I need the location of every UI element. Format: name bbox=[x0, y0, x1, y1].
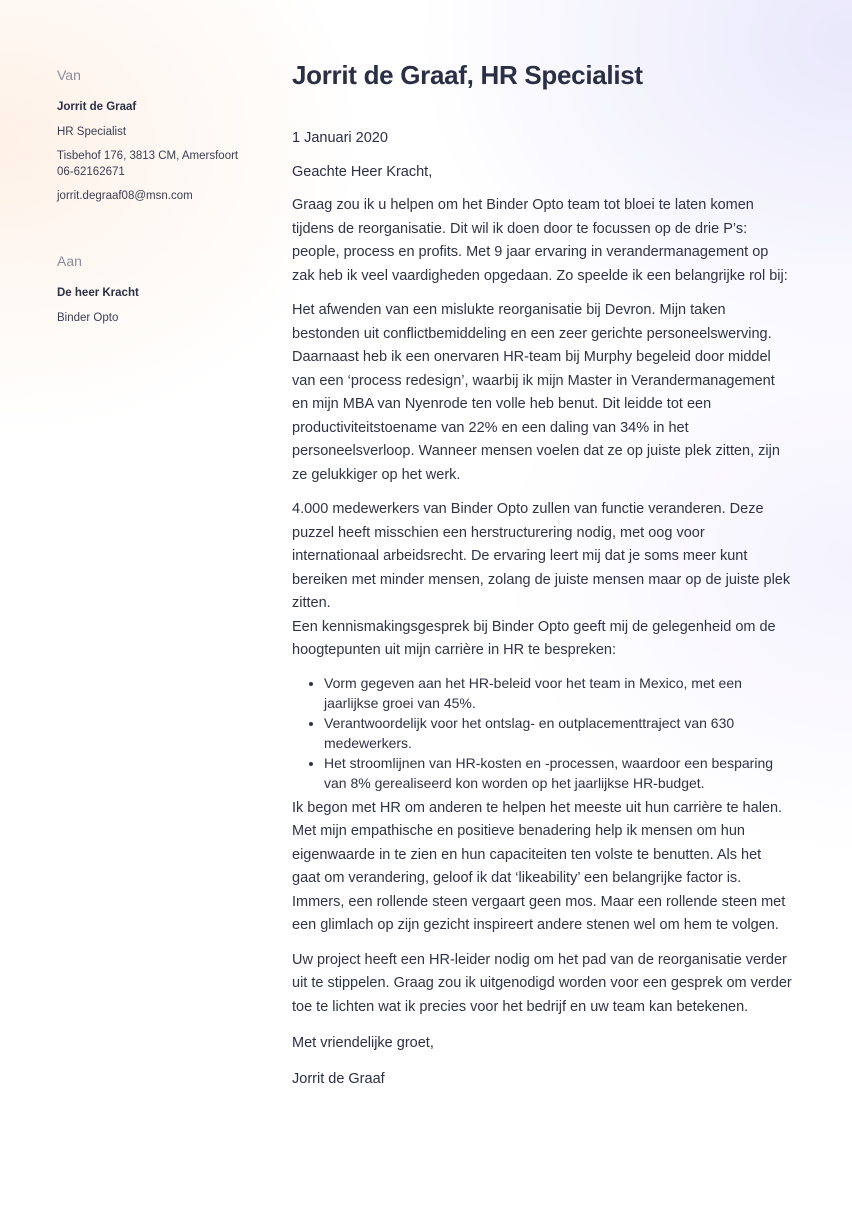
letter-date: 1 Januari 2020 bbox=[292, 130, 388, 146]
list-item: • Het stroomlijnen van HR-kosten en -processen, waardoor een besparing van 8% gerealiseerd kon worden op het jaarlijkse HR-budget. bbox=[324, 753, 792, 793]
paragraph-motivation: Ik begon met HR om anderen te helpen het meeste uit hun carrière te halen. Met mijn empathische en positieve benadering help ik mensen om hun eigenwaarde in te zien en hun capaciteiten ten volste te benutten. Als het gaat om verandering, geloof ik dat ‘likeability’ een belangrijke factor is. Immers, een rollende steen vergaart geen mos. Maar een rollende steen met een glimlach op zijn gezicht inspireert andere stenen wel om hem te volgen. bbox=[292, 799, 786, 933]
letter-salutation: Geachte Heer Kracht, bbox=[292, 164, 433, 180]
sidebar bbox=[57, 66, 257, 326]
recipient-company: Binder Opto bbox=[57, 312, 119, 324]
letter-signature: Jorrit de Graaf bbox=[292, 1071, 385, 1087]
highlights-list bbox=[292, 673, 792, 793]
paragraph-highlights-intro: Een kennismakingsgesprek bij Binder Opto geeft mij de gelegenheid om de hoogtepunten uit mijn carrière in HR te bespreken: bbox=[292, 618, 776, 658]
paragraph-challenge: 4.000 medewerkers van Binder Opto zullen van functie veranderen. Deze puzzel heeft misschien een herstructurering nodig, met oog voor internationaal arbeidsrecht. De ervaring leert mij dat je soms meer kunt bereiken met minder mensen, zolang de juiste mensen maar op de juiste plek zitten. bbox=[292, 501, 791, 611]
letter-title: Jorrit de Graaf, HR Specialist bbox=[292, 60, 643, 90]
recipient-block bbox=[57, 252, 257, 326]
letter-closing: Met vriendelijke groet, bbox=[292, 1035, 434, 1051]
sender-email: jorrit.degraaf08@msn.com bbox=[57, 190, 193, 202]
paragraph-experience: Het afwenden van een mislukte reorganisatie bij Devron. Mijn taken bestonden uit conflictbemiddeling en een zeer gerichte personeelswerving. Daarnaast heb ik een onervaren HR-team bij Murphy begeleid door middel van een ‘process redesign’, waarbij ik mijn Master in Verandermanagement en mijn MBA van Nyenrode ten volle heb benut. Dit leidde tot een productiviteitstoename van 22% en een daling van 34% in het personeelsverloop. Wanneer mensen voelen dat ze op juiste plek zitten, zijn ze gelukkiger op het werk. bbox=[292, 302, 780, 483]
sender-address: Tisbehof 176, 3813 CM, Amersfoort bbox=[57, 150, 239, 162]
sender-block bbox=[57, 66, 257, 204]
sender-job-title: HR Specialist bbox=[57, 126, 127, 138]
recipient-name: De heer Kracht bbox=[57, 287, 139, 299]
list-item: • Verantwoordelijk voor het ontslag- en outplacementtraject van 630 medewerkers. bbox=[324, 713, 792, 753]
sender-name: Jorrit de Graaf bbox=[57, 101, 137, 113]
paragraph-intro: Graag zou ik u helpen om het Binder Opto team tot bloei te laten komen tijdens de reorganisatie. Dit wil ik doen door te focussen op de drie P’s: people, process en profits. Met 9 jaar ervaring in verandermanagement op zak heb ik veel vaardigheden opgedaan. Zo speelde ik een belangrijke rol bij: bbox=[292, 197, 788, 284]
paragraph-closing-request: Uw project heeft een HR-leider nodig om het pad van de reorganisatie verder uit te stippelen. Graag zou ik uitgenodigd worden voor een gesprek om verder toe te lichten wat ik precies voor het bedrijf en uw team kan betekenen. bbox=[292, 951, 792, 1015]
sender-phone: 06-62162671 bbox=[57, 166, 125, 178]
letter-body bbox=[292, 58, 792, 1089]
recipient-heading: Aan bbox=[57, 253, 82, 269]
list-item: • Vorm gegeven aan het HR-beleid voor het team in Mexico, met een jaarlijkse groei van 45%. bbox=[324, 673, 792, 713]
sender-heading: Van bbox=[57, 67, 81, 83]
